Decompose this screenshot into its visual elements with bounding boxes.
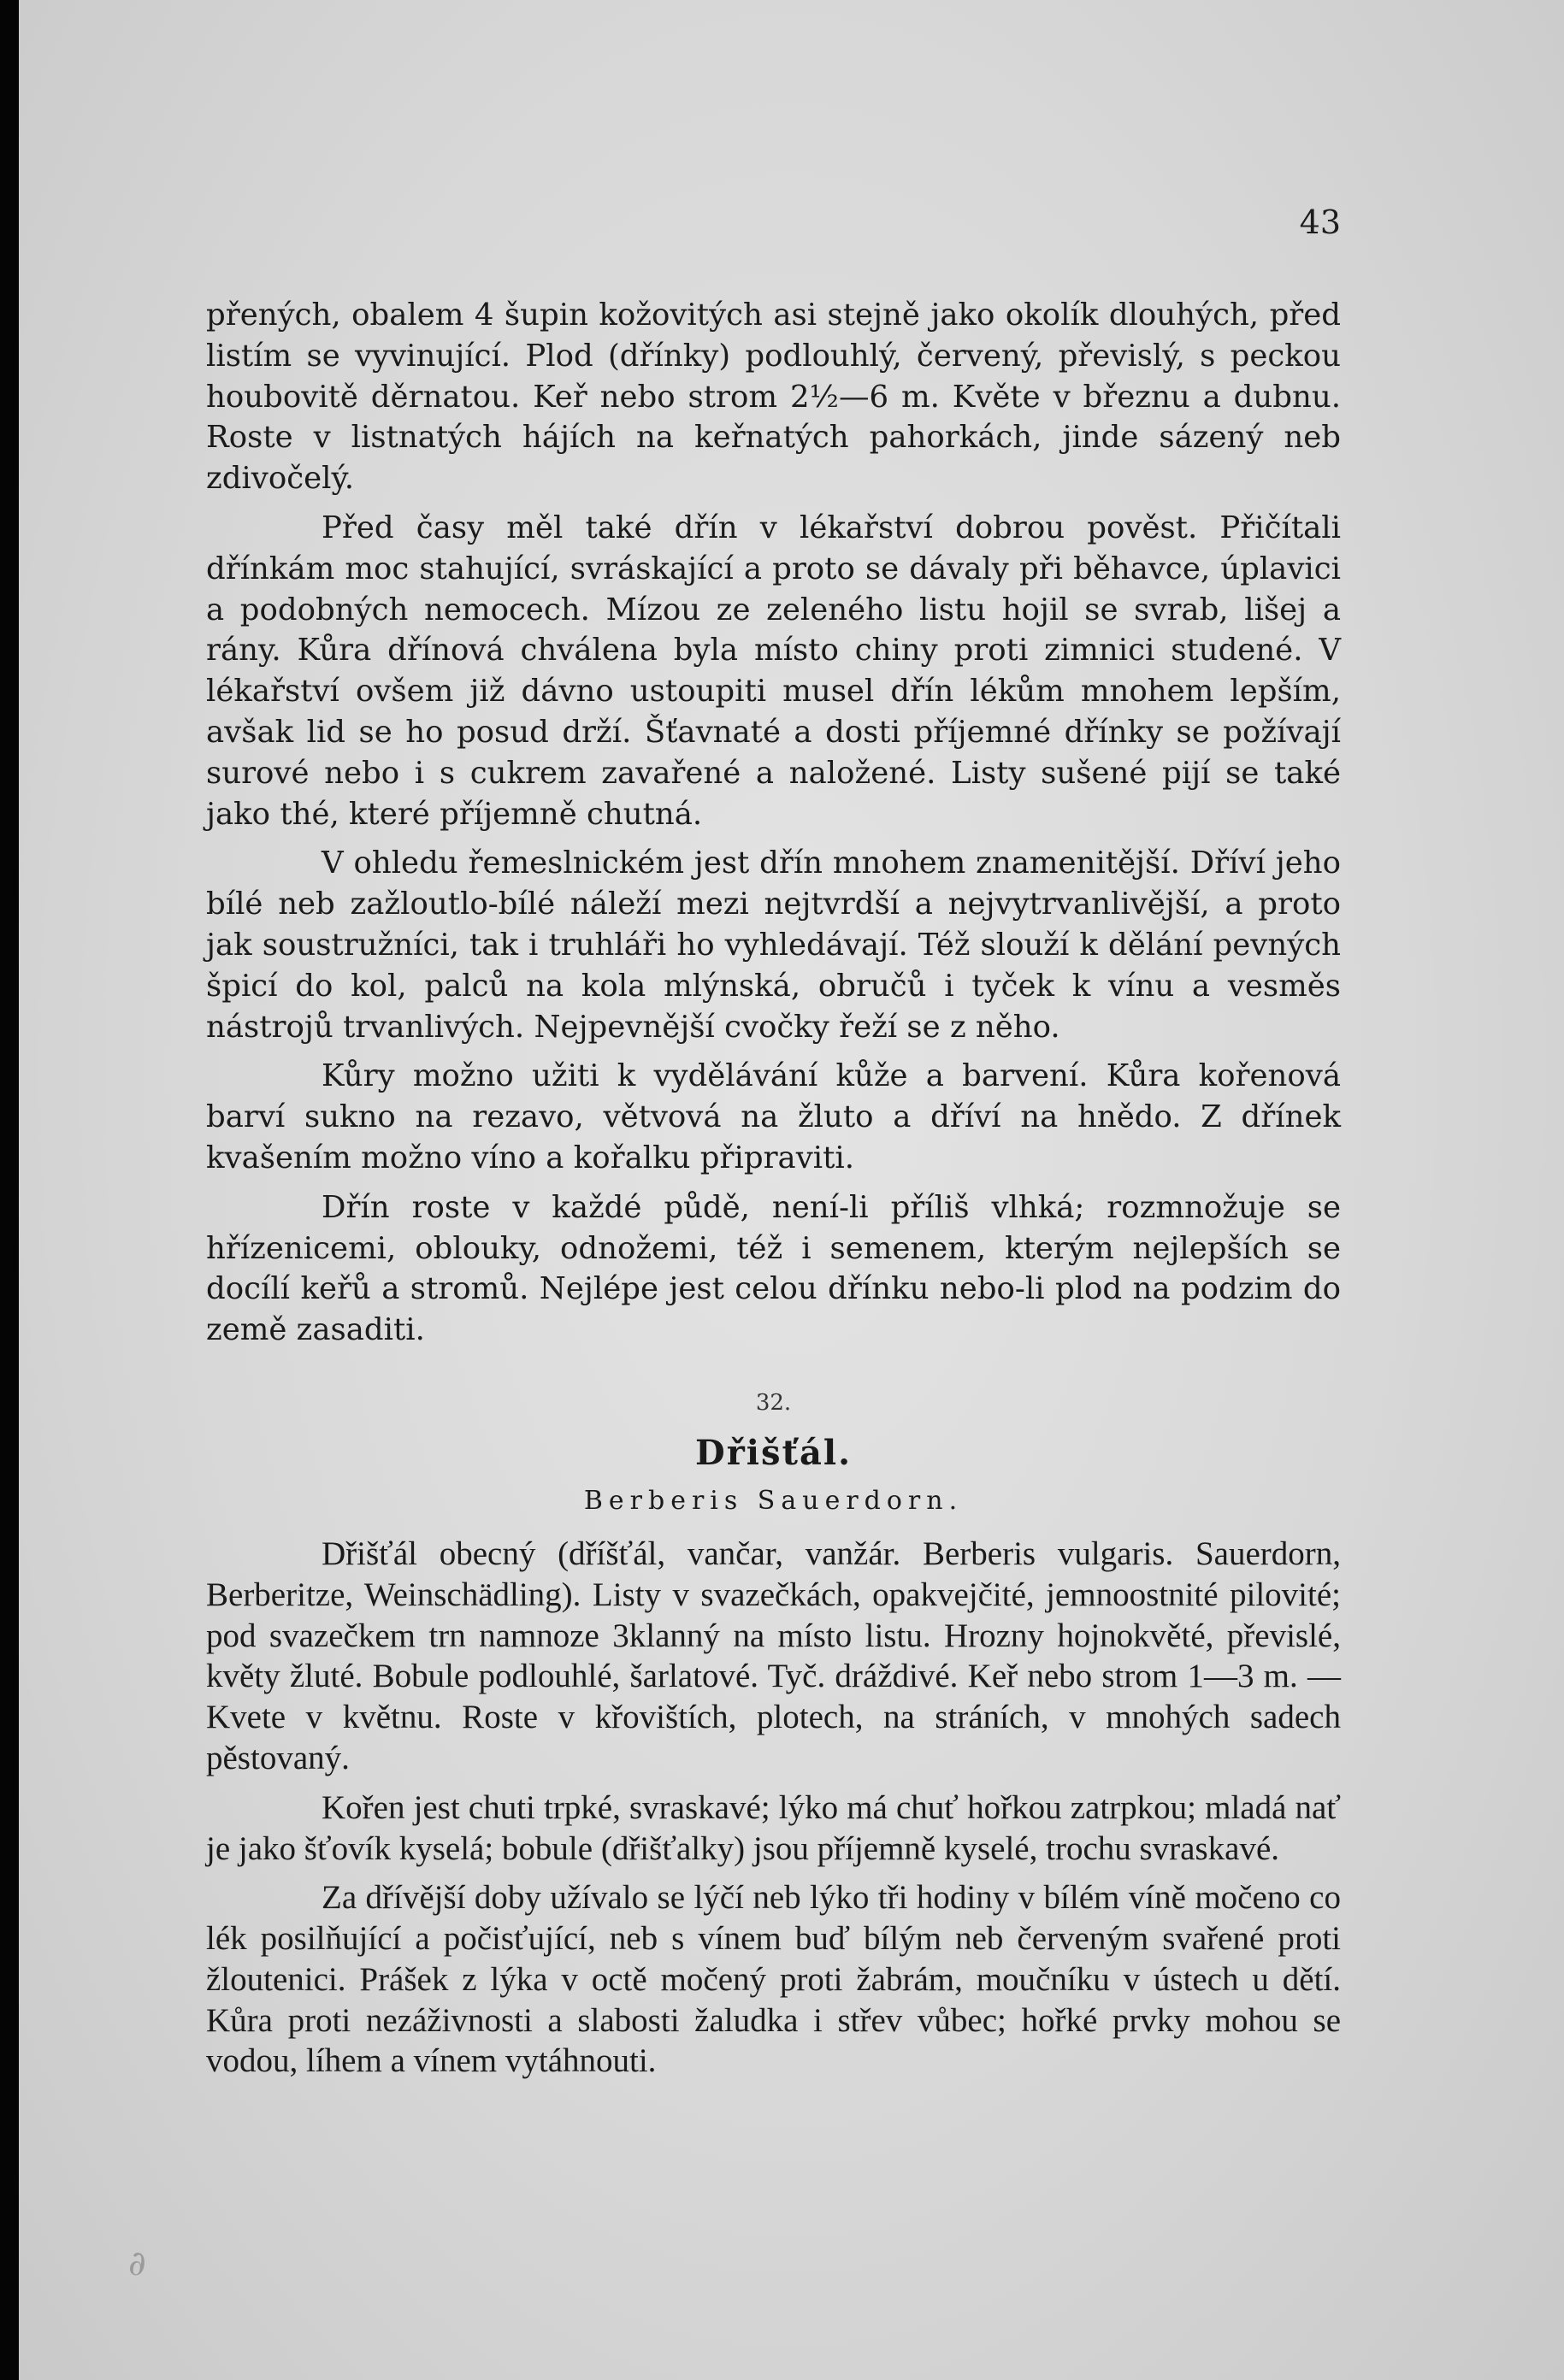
pencil-mark: ∂ <box>128 2244 146 2283</box>
page-body <box>206 295 1341 2082</box>
paragraph-continued: přených, obalem 4 šupin kožovitých asi stejně jako okolík dlouhých, před listím se vyvinující. Plod (dřínky) podlouhlý, červený, převislý, s peckou houbovitě děrnatou. Keř nebo strom 2½—6 m. Květe v březnu a dubnu. Roste v listnatých hájích na keřnatých pahorkách, jinde sázený neb zdivočelý. <box>206 298 1341 497</box>
paragraph-bark: Kůry možno užiti k vydělávání kůže a barvení. Kůra kořenová barví sukno na rezavo, větvová na žluto a dříví na hnědo. Z dřínek kvašením možno víno a kořalku připraviti. <box>206 1058 1341 1175</box>
paragraph-remedies: Za dřívější doby užívalo se lýčí neb lýko tři hodiny v bílém víně močeno co lék posilňující a počisťující, neb s vínem buď bílým neb červeným svařené proti žloutenici. Prášek z lýka v octě močený proti žabrám, moučníku v ústech u dětí. Kůra proti nezáživnosti a slabosti žaludka i střev vůbec; hořké prvky mohou se vodou, líhem a vínem vytáhnouti. <box>206 1879 1341 2080</box>
section-subtitle: Berberis Sauerdorn. <box>583 1485 964 1516</box>
scan-border <box>0 0 19 2380</box>
paragraph-medicine: Před časy měl také dřín v lékařství dobrou pověst. Přičítali dřínkám moc stahující, svráskající a proto se dávaly při běhavce, úplavici a podobných nemocech. Mízou ze zeleného listu hojil se svrab, lišej a rány. Kůra dřínová chválena byla místo chiny proti zimnici studené. V lékařství ovšem již dávno ustoupiti musel dřín lékům mnohem lepším, avšak lid se ho posud drží. Šťavnaté a dosti příjemné dřínky se požívají surové nebo i s cukrem zavařené a naložené. Listy sušené pijí se také jako thé, které příjemně chutná. <box>206 510 1341 832</box>
paragraph-growing: Dřín roste v každé půdě, není-li příliš vlhká; rozmnožuje se hřízenicemi, oblouky, odnožemi, též i semenem, kterým nejlepších se docílí keřů a stromů. Nejlépe jest celou dřínku nebo-li plod na podzim do země zasaditi. <box>206 1189 1341 1348</box>
paragraph-description: Dřišťál obecný (dříšťál, vančar, vanžár. Berberis vulgaris. Sauerdorn, Berberitze, Weinschädling). Listy v svazečkách, opakvejčité, jemnoostnité pilovité; pod svazečkem trn namnoze 3klanný na místo listu. Hrozny hojnokvěté, převislé, květy žluté. Bobule podlouhlé, šarlatové. Tyč. dráždivé. Keř nebo strom 1—3 m. — Kvete v květnu. Roste v křovištích, plotech, na stráních, v mnohých sadech pěstovaný. <box>206 1535 1341 1776</box>
book-page <box>19 0 1564 2380</box>
paragraph-taste: Kořen jest chuti trpké, svraskavé; lýko má chuť hořkou zatrpkou; mladá nať je jako šťovík kyselá; bobule (dřišťalky) jsou příjemně kyselé, trochu svraskavé. <box>206 1788 1341 1867</box>
page-number: 43 <box>1299 203 1341 241</box>
paragraph-craft: V ohledu řemeslnickém jest dřín mnohem znamenitější. Dříví jeho bílé neb zažloutlo-bílé náleží mezi nejtvrdší a nejvytrvanlivější, a proto jak soustružníci, tak i truhláři ho vyhledávají. Též slouží k dělání pevných špicí do kol, palců na kola mlýnská, obručů i tyček k vínu a vesměs nástrojů trvanlivých. Nejpevnější cvočky řeží se z něho. <box>206 845 1341 1045</box>
section-title: Dřišťál. <box>695 1432 852 1473</box>
section-number: 32. <box>755 1389 792 1416</box>
